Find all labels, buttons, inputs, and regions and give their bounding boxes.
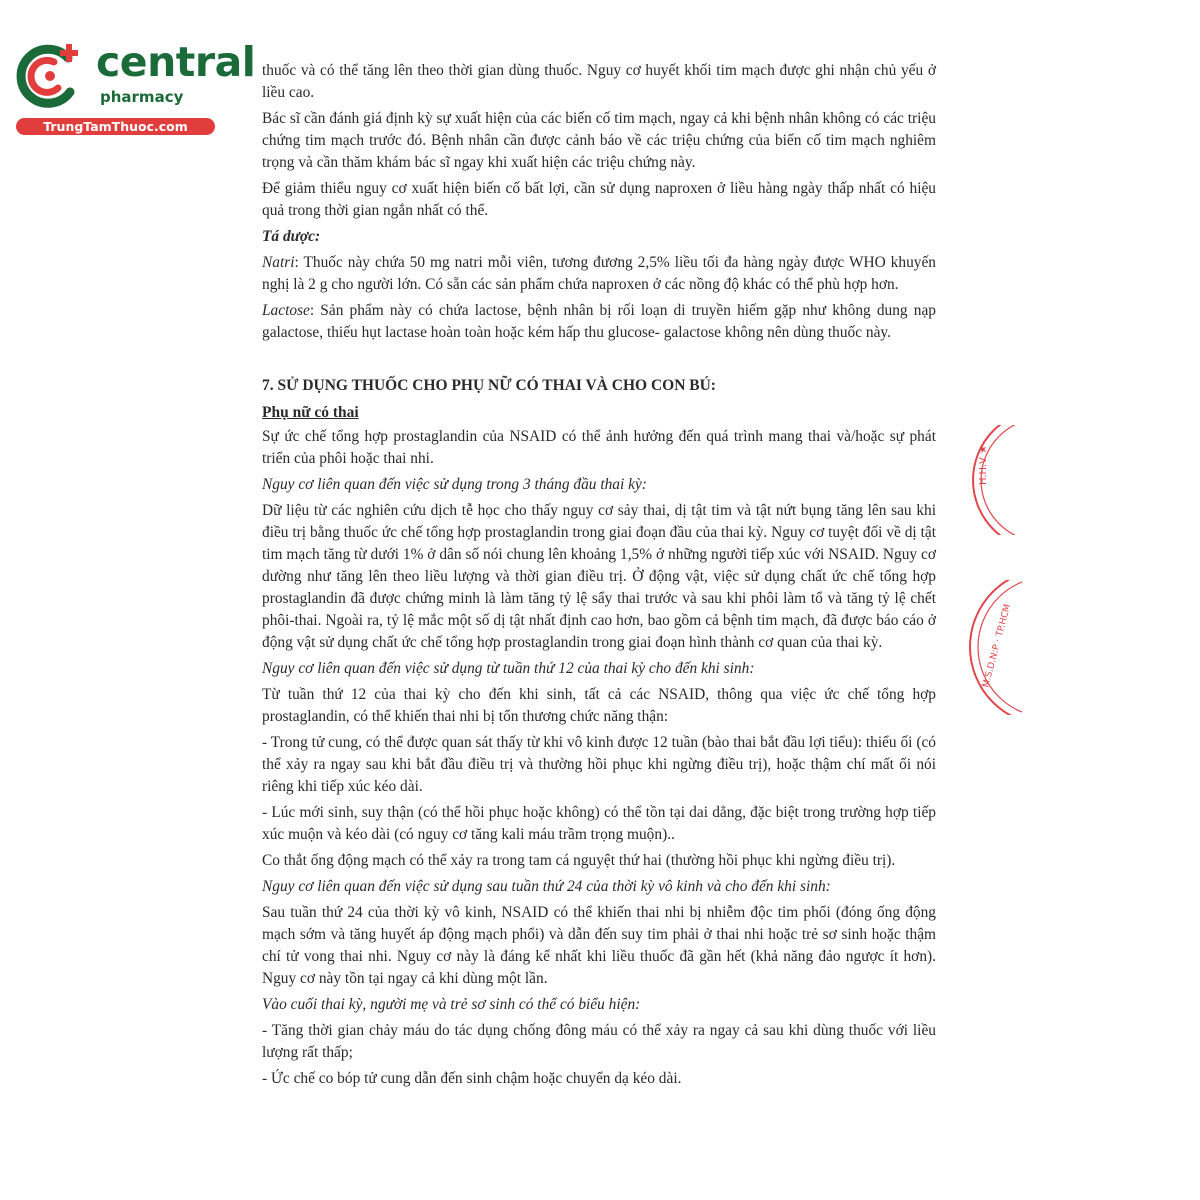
paragraph: Sự ức chế tổng hợp prostaglandin của NSAID có thể ảnh hưởng đến quá trình mang thai và/hoặc sự phát triển của phôi hoặc thai nhi. [262,428,936,467]
central-pharmacy-logo [10,36,256,136]
sodium-text: : Thuốc này chứa 50 mg natri mỗi viên, tương đương 2,5% liều tối đa hàng ngày được WHO khuyến nghị là 2 g cho người lớn. Có sẵn các sản phẩm chứa naproxen ở các nồng độ khác có thể phù hợp hơn. [262,254,936,293]
paragraph: thuốc và có thể tăng lên theo thời gian dùng thuốc. Nguy cơ huyết khối tim mạch được ghi nhận chủ yếu ở liều cao. [262,62,936,101]
sodium-label: Natri [262,254,295,271]
logo-subtitle: pharmacy [100,88,184,106]
subheading: Nguy cơ liên quan đến việc sử dụng sau tuần thứ 24 của thời kỳ vô kinh và cho đến khi sinh: [262,878,831,895]
red-stamp-seal [968,425,1022,535]
paragraph: Co thắt ống động mạch có thể xảy ra trong tam cá nguyệt thứ hai (thường hồi phục khi ngừng điều trị). [262,852,896,869]
paragraph: Từ tuần thứ 12 của thai kỳ cho đến khi sinh, tất cả các NSAID, thông qua việc ức chế tổng hợp prostaglandin, có thể khiến thai nhi bị tổn thương chức năng thận: [262,686,936,725]
logo-brand-name: central [96,38,256,86]
paragraph: Dữ liệu từ các nghiên cứu dịch tễ học cho thấy nguy cơ sảy thai, dị tật tim và tật nứt bụng tăng lên sau khi điều trị bằng thuốc ức chế tổng hợp prostaglandin trong giai đoạn đầu của thai kỳ. Nguy cơ tuyệt đối về dị tật tim mạch tăng từ dưới 1% ở dân số nói chung lên khoảng 1,5% ở những người tiếp xúc với NSAID. Nguy cơ dường như tăng lên theo liều lượng và thời gian điều trị. Ở động vật, việc sử dụng chất ức chế tổng hợp prostaglandin đã được chứng minh là làm tăng tỷ lệ sẩy thai trước và sau khi phôi làm tổ và tăng tỷ lệ chết phôi-thai. Ngoài ra, tỷ lệ mắc một số dị tật nhất định cao hơn, bao gồm cả bệnh tim mạch, đã được báo cáo ở động vật sử dụng chất ức chế tổng hợp prostaglandin trong giai đoạn hình thành cơ quan của thai kỳ. [262,502,936,651]
subheading: Nguy cơ liên quan đến việc sử dụng trong 3 tháng đầu thai kỳ: [262,476,647,493]
excipients-label: Tá dược: [262,228,321,245]
paragraph: Bác sĩ cần đánh giá định kỳ sự xuất hiện của các biến cố tim mạch, ngay cả khi bệnh nhân không có các triệu chứng tim mạch trước đó. Bệnh nhân cần được cảnh báo về các triệu chứng của biến cố tim mạch nghiêm trọng và cần thăm khám bác sĩ ngay khi xuất hiện các triệu chứng này. [262,110,936,171]
svg-text:M.S.D.N:P · TP.HCM: M.S.D.N:P · TP.HCM [981,603,1014,689]
svg-text:H.H.V ★: H.H.V ★ [978,444,989,485]
paragraph: - Tăng thời gian chảy máu do tác dụng chống đông máu có thể xảy ra ngay cả sau khi dùng thuốc với liều lượng rất thấp; [262,1022,936,1061]
sodium-paragraph [262,252,936,296]
red-stamp-seal [968,580,1022,715]
paragraph: Để giảm thiểu nguy cơ xuất hiện biến cố bất lợi, cần sử dụng naproxen ở liều hàng ngày thấp nhất có hiệu quả trong thời gian ngắn nhất có thể. [262,180,936,219]
paragraph: - Lúc mới sinh, suy thận (có thể hồi phục hoặc không) có thể tồn tại dai dẳng, đặc biệt trong trường hợp tiếp xúc muộn và kéo dài (có nguy cơ tăng kali máu trầm trọng muộn).. [262,804,936,843]
stamp-seal-icon [968,425,1022,535]
subheading: Nguy cơ liên quan đến việc sử dụng từ tuần thứ 12 của thai kỳ cho đến khi sinh: [262,660,755,677]
lactose-label: Lactose [262,302,310,319]
pregnant-heading: Phụ nữ có thai [262,404,359,421]
pharmacy-c-cross-icon [10,36,90,116]
subheading: Vào cuối thai kỳ, người mẹ và trẻ sơ sinh có thể có biểu hiện: [262,996,641,1013]
lactose-text: : Sản phẩm này có chứa lactose, bệnh nhân bị rối loạn di truyền hiếm gặp như không dung nạp galactose, thiếu hụt lactase hoàn toàn hoặc kém hấp thu glucose- galactose không nên dùng thuốc này. [262,302,936,341]
paragraph: - Trong tử cung, có thể được quan sát thấy từ khi vô kinh được 12 tuần (bào thai bắt đầu lợi tiểu): thiểu ối (có thể xảy ra ngay sau khi bắt đầu điều trị và thường hồi phục khi ngừng điều trị), hoặc thậm chí mất ối nói riêng khi tiếp xúc kéo dài. [262,734,936,795]
stamp-seal-icon [968,580,1022,715]
section-title: 7. SỬ DỤNG THUỐC CHO PHỤ NỮ CÓ THAI VÀ CHO CON BÚ: [262,377,716,394]
paragraph: - Ức chế co bóp tử cung dẫn đến sinh chậm hoặc chuyển dạ kéo dài. [262,1070,682,1087]
document-body [262,60,936,1094]
lactose-paragraph [262,300,936,344]
logo-website-badge: TrungTamThuoc.com [16,118,215,135]
paragraph: Sau tuần thứ 24 của thời kỳ vô kinh, NSAID có thể khiến thai nhi bị nhiễm độc tim phổi (đóng ống động mạch sớm và tăng huyết áp động mạch phổi) và dẫn đến suy tim phải ở thai nhi hoặc trẻ sơ sinh hoặc thậm chí tử vong thai nhi. Nguy cơ này là đáng kể nhất khi liều thuốc đã gần hết (khả năng đảo ngược ít hơn). Nguy cơ này tồn tại ngay cả khi dùng một lần. [262,904,936,987]
